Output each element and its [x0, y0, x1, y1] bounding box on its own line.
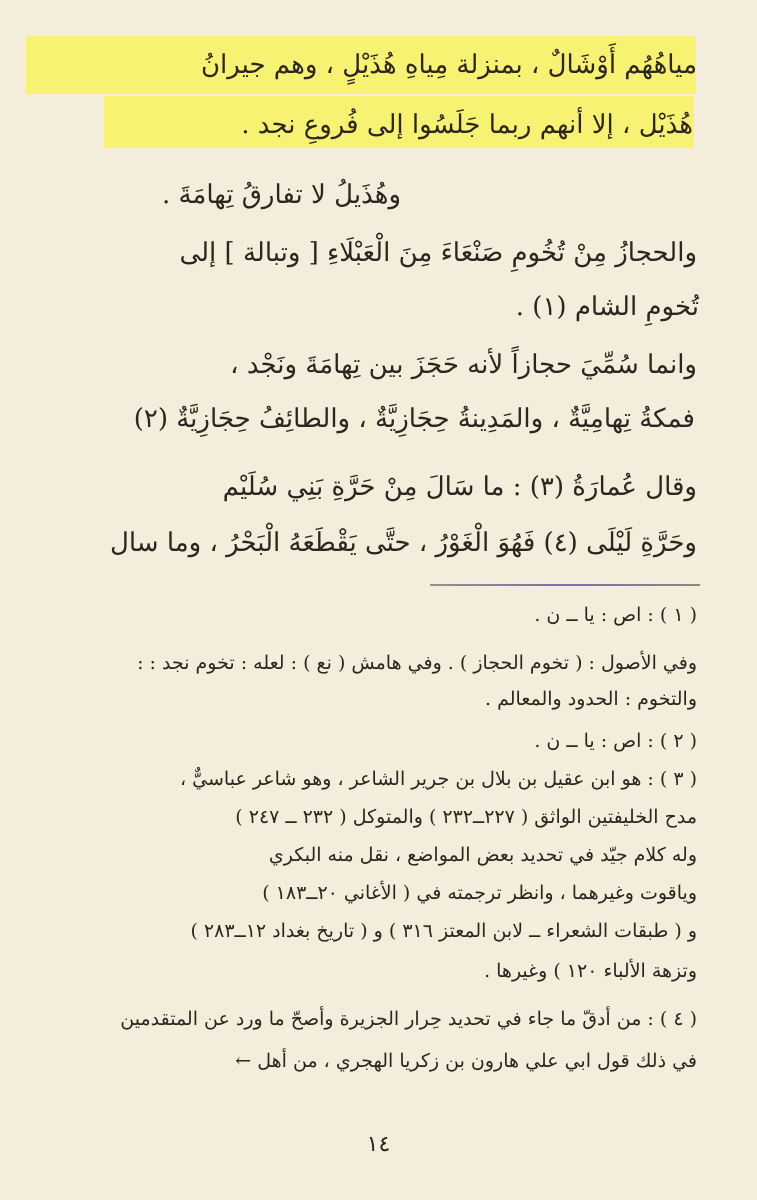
text-line: وانما سُمِّيَ حجازاً لأنه حَجَزَ بين تِهامَةَ ونَجْد ،: [230, 350, 697, 380]
text-line: وهُذَيلُ لا تفارقُ تِهامَةَ .: [161, 180, 401, 210]
footnote-line: وله كلام جيّد في تحديد بعض المواضع ، نقل منه البكري: [268, 844, 697, 866]
footnote-line: ( ٤ ) : من أدقّ ما جاء في تحديد حِرار الجزيرة وأصحّ ما ورد عن المتقدمين: [120, 1008, 697, 1030]
page-number: ١٤: [366, 1132, 391, 1157]
footnote-line: ( ٣ ) : هو ابن عقيل بن بلال بن جرير الشاعر ، وهو شاعر عباسيٌّ ،: [180, 768, 697, 790]
text-line: وقال عُمارَةُ (٣) : ما سَالَ مِنْ حَرَّةِ بَنِي سُلَيْم: [222, 472, 697, 502]
text-line: تُخومِ الشام (١) .: [515, 292, 699, 322]
text-line: والحجازُ مِنْ تُخُومِ صَنْعَاءَ مِنَ الْعَبْلَاءِ [ وتبالة ] إلى: [179, 238, 697, 268]
footnote-line: وفي الأصول : ( تخوم الحجاز ) . وفي هامش ( نع ) : لعله : تخوم نجد : :: [137, 652, 697, 674]
text-line: فمكةُ تِهامِيَّةٌ ، والمَدِينةُ حِجَازِيَّةٌ ، والطائِفُ حِجَازِيَّةٌ (٢): [133, 404, 695, 434]
footnote-line: وياقوت وغيرهما ، وانظر ترجمته في ( الأغاني ٢٠ــ١٨٣ ): [262, 882, 697, 904]
footnote-line: ( ٢ ) : اص : يا ــ ن .: [534, 730, 697, 752]
footnote-line: ( ١ ) : اص : يا ــ ن .: [534, 604, 697, 626]
text-line: مياهُهُم أَوْشَالٌ ، بمنزلة مِياهِ هُذَيْلٍ ، وهم جيرانُ: [200, 50, 697, 80]
footnote-line: في ذلك قول ابي علي هارون بن زكريا الهجري ، من أهل ←: [235, 1050, 697, 1072]
footnote-divider: [430, 584, 700, 586]
text-line: هُذَيْل ، إلا أنهم ربما جَلَسُوا إلى فُروعِ نجد .: [241, 110, 693, 140]
text-line: وحَرَّةِ لَيْلَى (٤) فَهُوَ الْغَوْرُ ، حتَّى يَقْطَعَهُ الْبَحْرُ ، وما سال: [109, 528, 697, 558]
footnote-line: و ( طبقات الشعراء ــ لابن المعتز ٣١٦ ) و ( تاريخ بغداد ١٢ــ٢٨٣ ): [190, 920, 697, 942]
footnote-line: مدح الخليفتين الواثق ( ٢٢٧ــ٢٣٢ ) والمتوكل ( ٢٣٢ ــ ٢٤٧ ): [235, 806, 697, 828]
footnote-line: وتزهة الألباء ١٢٠ ) وغيرها .: [484, 960, 697, 982]
footnote-line: والتخوم : الحدود والمعالم .: [485, 688, 697, 710]
